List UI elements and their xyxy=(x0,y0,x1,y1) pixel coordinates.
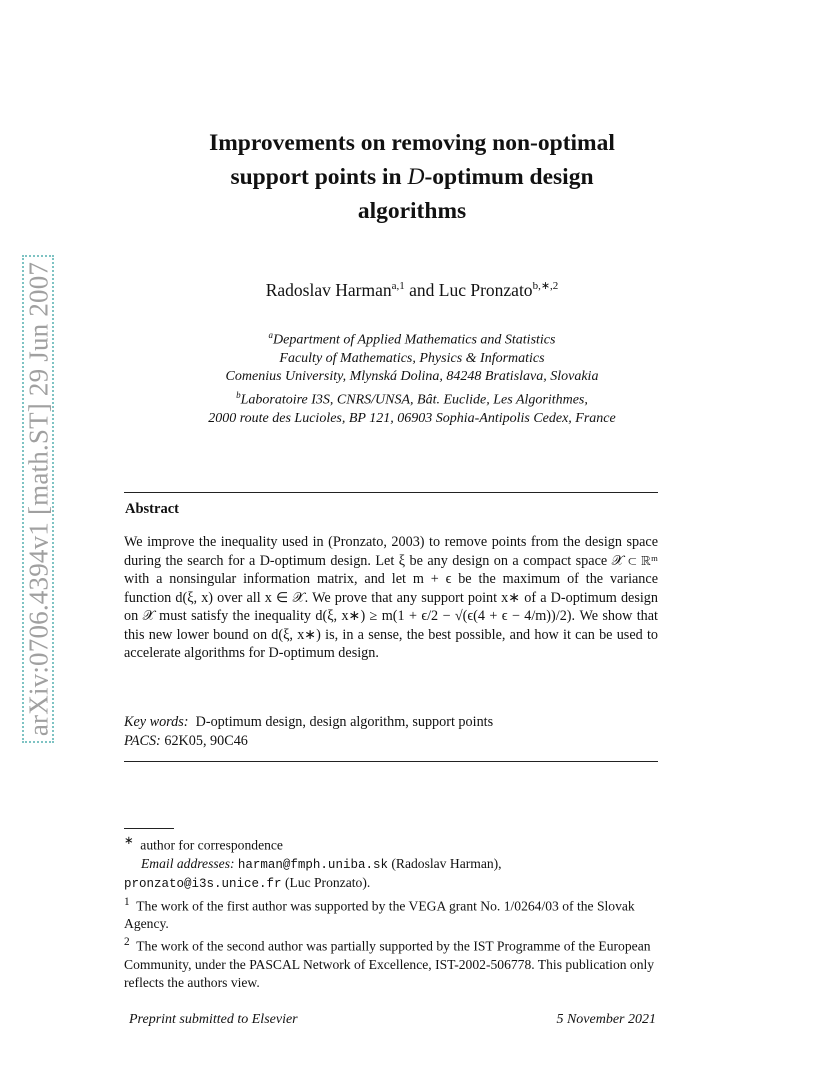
arxiv-stamp xyxy=(18,255,60,743)
title-line-2: support points in D-optimum design xyxy=(230,164,594,190)
footnotes: ∗ author for correspondence Email addresses: harman@fmph.uniba.sk (Radoslav Harman), pronzato@i3s.unice.fr (Luc Pronzato). $^1$ The work of the first author was supported by the VEGA grant No. 1/0264/03 of the Slovak Agency. $^2$ The work of the second author was partially supported by the IST Programme of the European Community, under the PASCAL Network of Excellence, IST-2002-506778. This publication only reflects the authors view. xyxy=(124,835,655,990)
author-name: Luc Pronzato xyxy=(438,279,533,300)
arxiv-stamp-text: arXiv:0706.4394v1 [math.ST] 29 Jun 2007 xyxy=(23,261,54,737)
author-affiliation-mark: b,∗,2 xyxy=(532,280,559,292)
affiliation-b: $^b$Laboratoire I3S, CNRS/UNSA, Bât. Euclide, Les Algorithmes, 2000 route des Lucioles, BP 121, 06903 Sophia-Antipolis Cedex, France xyxy=(208,390,616,426)
footer-date: 5 November 2021 xyxy=(556,1012,656,1027)
abstract-heading: Abstract xyxy=(125,501,179,517)
email-link[interactable]: harman@fmph.uniba.sk xyxy=(237,857,388,872)
affiliation-a: $^a$Department of Applied Mathematics and Statistics Faculty of Mathematics, Physics & Informatics Comenius University, Mlynská Dolina, 84248 Bratislava, Slovakia xyxy=(225,330,599,384)
title-line-3: algorithms xyxy=(357,198,467,224)
author-list: Radoslav Harman$^{a,1}$ and Luc Pronzato$^{b,∗,2}$ xyxy=(265,279,559,300)
keywords: Key words: D-optimum design, design algorithm, support points PACS: 62K05, 90C46 xyxy=(124,714,494,749)
author-name: Radoslav Harman xyxy=(265,279,392,300)
footer-preprint-note: Preprint submitted to Elsevier xyxy=(129,1012,298,1027)
email-link[interactable]: pronzato@i3s.unice.fr xyxy=(124,876,282,891)
paper-title xyxy=(130,126,694,228)
author-affiliation-mark: a,1 xyxy=(391,280,405,292)
title-line-1: Improvements on removing non-optimal xyxy=(209,130,615,156)
abstract-text: We improve the inequality used in (Pronzato, 2003) to remove points from the design space during the search for a D-optimum design. Let ξ be any design on a compact space 𝒳 ⊂ ℝᵐ with a nonsingular information matrix, and let m + ϵ be the maximum of the variance function d(ξ, x) over all x ∈ 𝒳. We prove that any support point x∗ of a D-optimum design on 𝒳 must satisfy the inequality d(ξ, x∗) ≥ m(1 + ϵ/2 − √(ϵ(4 + ϵ − 4/m))/2). We show that this new lower bound on d(ξ, x∗) is, in a sense, the best possible, and how it can be used to accelerate algorithms for D-optimum design. xyxy=(124,534,658,661)
footnote-rule xyxy=(124,828,174,829)
abstract-top-rule xyxy=(124,492,658,493)
abstract-bottom-rule xyxy=(124,761,658,762)
